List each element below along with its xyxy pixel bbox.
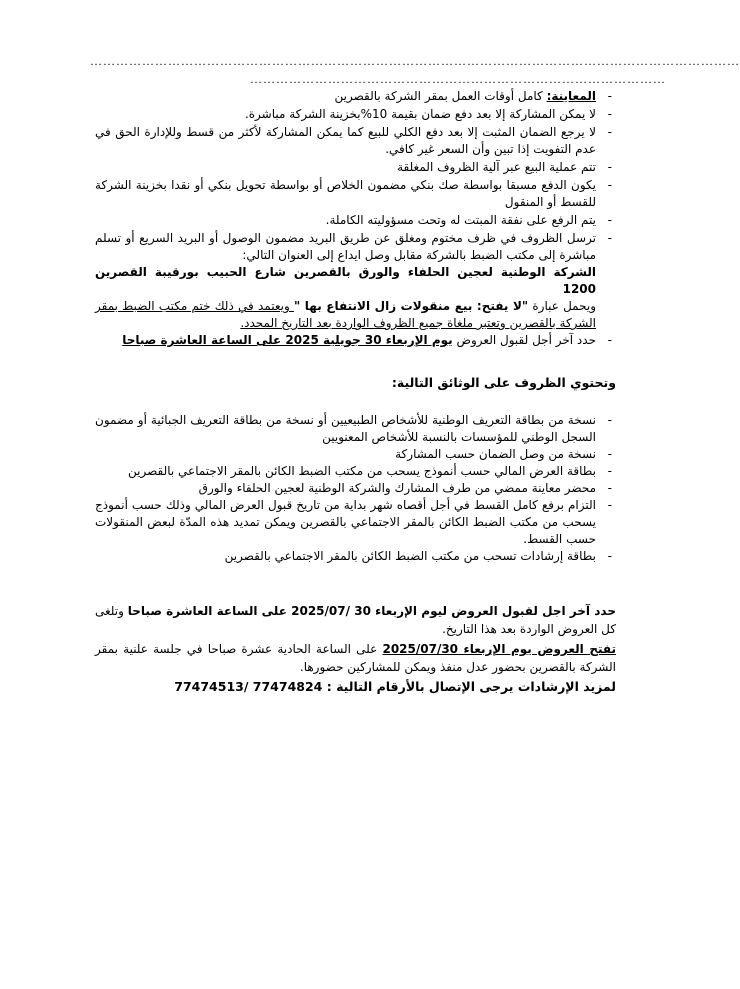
list-item: - بطاقة العرض المالي حسب أنموذج يسحب من مكتب الضبط الكائن بالمقر الاجتماعي بالقصرين xyxy=(128,464,612,478)
list-item: - نسخة من وصل الضمان حسب المشاركة xyxy=(395,447,612,461)
list-item: - بطاقة إرشادات تسحب من مكتب الضبط الكائن بالمقر الاجتماعي بالقصرين xyxy=(224,549,612,563)
list-item: - التزام برفع كامل القسط في أجل أقصاه شهر بداية من تاريخ قبول العرض المالي وذلك حسب أنموذج يسحب من مكتب الضبط الكائن بالمقر الاجتماعي بالقصرين ويمكن تمديد هذه المدّة لبعض المنقولات حسب القسط. xyxy=(95,498,612,546)
list-item: - محضر معاينة ممضي من طرف المشارك والشركة الوطنية لعجين الحلفاء والورق xyxy=(198,481,612,495)
conditions-list xyxy=(95,88,616,349)
dotted-line: …………………………………………………………………………………… xyxy=(250,72,666,86)
dotted-line: …………………………………………………………………………………………………………………………………… xyxy=(90,54,740,68)
list-item: - لا يمكن المشاركة إلا بعد دفع ضمان بقيمة 10%بخزينة الشركة مباشرة. xyxy=(244,107,612,121)
list-item: - يتم الرفع على نفقة المبتت له وتحت مسؤوليته الكاملة. xyxy=(325,213,612,227)
closing-opening: تفتح العروض يوم الإربعاء 2025/07/30 على الساعة الحادية عشرة صباحا في جلسة علنية بمقر الشركة بالقصرين بحضور عدل منفذ ويمكن للمشاركين حضورها. xyxy=(95,642,617,674)
list-item: - يكون الدفع مسبقا بواسطة صك بنكي مضمون الخلاص أو بواسطة تحويل بنكي أو نقدا بخزينة الشركة للقسط أو المنقول xyxy=(95,178,612,209)
address-line: الشركة الوطنية لعجين الحلفاء والورق بالقصرين شارع الحبيب بورقيبة القصرين 1200 xyxy=(95,265,596,296)
list-item: - نسخة من بطاقة التعريف الوطنية للأشخاص الطبيعيين أو نسخة من بطاقة التعريف الجبائية أو مضمون السجل الوطني للمؤسسات بالنسبة للأشخاص المعنويين xyxy=(95,413,612,444)
list-item: - المعاينة: كامل أوقات العمل بمقر الشركة بالقصرين xyxy=(334,89,612,103)
documents-list xyxy=(95,412,616,565)
documents-heading: وتحتوي الظروف على الوثائق التالية: xyxy=(391,375,616,390)
list-item: - لا يرجع الضمان المثبت إلا بعد دفع الكلي للبيع كما يمكن المشاركة لأكثر من قسط وللإدارة الحق في عدم التفويت إذا تبين وأن السعر غير كافي. xyxy=(95,125,612,156)
envelope-mention: ويحمل عبارة "لا يفتح: بيع منقولات زال الانتفاع بها " ويعتمد في ذلك ختم مكتب الضبط بمقر الشركة بالقصرين وتعتبر ملغاة جميع الظروف الواردة بعد التاريخ المحدد. xyxy=(95,299,596,330)
inspection-label: المعاينة: xyxy=(546,89,596,103)
list-item: - ترسل الظروف في ظرف مختوم ومغلق عن طريق البريد مضمون الوصول أو البريد السريع أو تسلم مباشرة إلى مكتب الضبط بالشركة مقابل وصل ايداع إلى العنوان التالي: xyxy=(95,231,612,262)
list-item: - تتم عملية البيع عبر آلية الظروف المغلقة xyxy=(397,160,612,174)
closing-deadline: حدد آخر اجل لقبول العروض ليوم الإربعاء 30 /2025/07 على الساعة العاشرة صباحا وتلغى كل العروض الواردة بعد هذا التاريخ. xyxy=(95,604,616,636)
contact-numbers: لمزيد الإرشادات يرجى الإتصال بالأرقام التالية : 77474824 /77474513 xyxy=(174,679,616,694)
list-item: - حدد آخر أجل لقبول العروض يوم الإربعاء 30 جويلية 2025 على الساعة العاشرة صباحا xyxy=(122,333,612,347)
